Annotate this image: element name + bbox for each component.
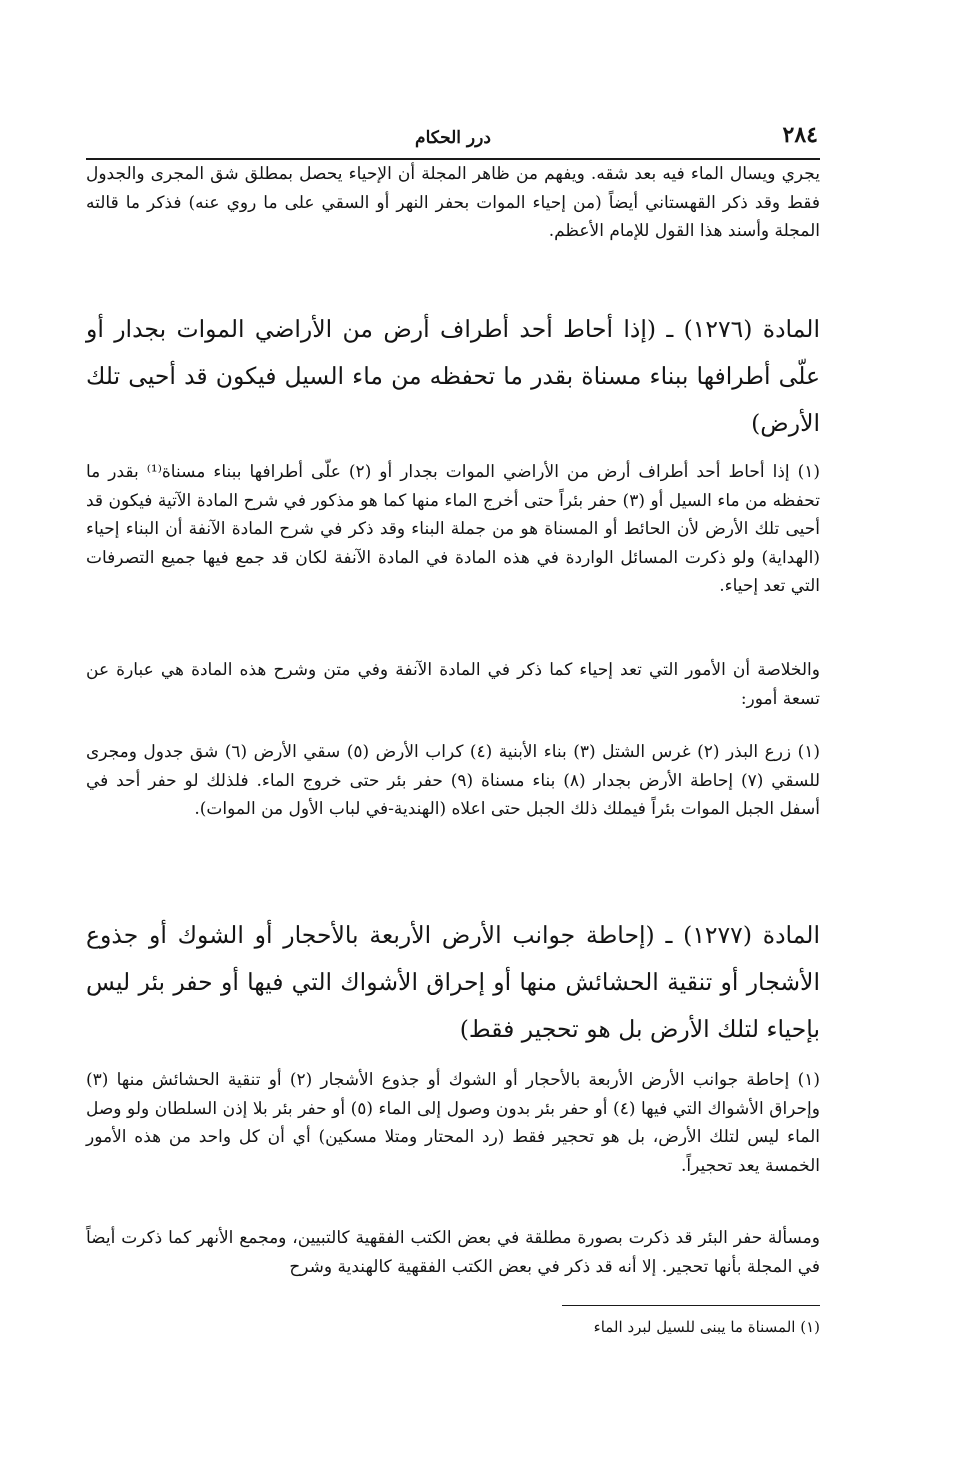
article-1277-heading: المادة (١٢٧٧) ـ (إحاطة جوانب الأرض الأربعة بالأحجار أو الشوك أو جذوع الأشجار أو تنقية الحشائش منها أو إحراق الأشواك التي فيها أو حفر بئر ليس بإحياء لتلك الأرض بل هو تحجير فقط) xyxy=(86,921,820,1043)
page-number: ٢٨٤ xyxy=(782,122,818,148)
footnote-divider xyxy=(562,1305,820,1306)
footnote: (١) المسناة ما يبنى للسيل لبرد الماء xyxy=(593,1318,820,1336)
paragraph-intro: يجري ويسال الماء فيه بعد شقه. ويفهم من ظاهر المجلة أن الإحياء يحصل بمطلق شق المجرى والجدول فقط وقد ذكر القهستاني أيضاً (من إحياء الموات بحفر النهر أو السقي على ما روي عنه) فذكر ما قالته المجلة وأسند هذا القول للإمام الأعظم. xyxy=(86,164,820,241)
running-title: درر الحكام xyxy=(415,128,491,148)
summary-paragraph: والخلاصة أن الأمور التي تعد إحياء كما ذكر في المادة الآنفة وفي متن وشرح هذه المادة هي عبارة عن تسعة أمور: xyxy=(86,660,820,709)
article-1277-commentary: (١) إحاطة جوانب الأرض الأربعة بالأحجار أو الشوك أو جذوع الأشجار (٢) أو تنقية الحشائش منها (٣) وإحراق الأشواك التي فيها (٤) أو حفر بئر بدون وصول إلى الماء (٥) أو حفر بئر بلا إذن السلطان ولو وصل الماء ليس لتلك الأرض، بل هو تحجير فقط (رد المحتار ومتلا مسكين) أي أن كل واحد من هذه الأمور الخمسة يعد تحجيراً. xyxy=(86,1070,820,1176)
article-1276-heading: المادة (١٢٧٦) ـ (إذا أحاط أحد أطراف أرض من الأراضي الموات بجدار أو علّى أطرافها ببناء مسناة بقدر ما تحفظه من ماء السيل فيكون قد أحيى تلك الأرض) xyxy=(86,315,820,437)
article-1276-commentary: (١) إذا أحاط أحد أطراف أرض من الأراضي الموات بجدار أو (٢) علّى أطرافها ببناء مسناة⁽¹⁾ بقدر ما تحفظه من ماء السيل أو (٣) حفر بئراً حتى أخرج الماء منها كما هو مذكور في شرح المادة الآتية فيكون قد أحيى تلك الأرض لأن الحائط أو المسناة هو من جملة البناء وقد ذكر في شرح المادة الآنفة أن البناء إحياء (الهداية) ولو ذكرت المسائل الواردة في هذه المادة في المادة الآنفة لكان قد جمع فيها جميع التصرفات التي تعد إحياء. xyxy=(86,462,821,596)
page-header xyxy=(86,118,820,160)
nine-matters-list: (١) زرع البذر (٢) غرس الشتل (٣) بناء الأبنية (٤) كراب الأرض (٥) سقي الأرض (٦) شق جدول ومجرى للسقي (٧) إحاطة الأرض بجدار (٨) بناء مسناة (٩) حفر بئر حتى خروج الماء. فلذلك لو حفر أحد في أسفل الجبل الموات بئراً فيملك ذلك الجبل حتى اعلاه (الهندية-في لباب الأول من الموات). xyxy=(86,742,820,819)
well-digging-paragraph: ومسألة حفر البئر قد ذكرت بصورة مطلقة في بعض الكتب الفقهية كالتبيين، ومجمع الأنهر كما ذكرت أيضاً في المجلة بأنها تحجير. إلا أنه قد ذكر في بعض الكتب الفقهية كالهندية وشرح xyxy=(86,1228,820,1277)
